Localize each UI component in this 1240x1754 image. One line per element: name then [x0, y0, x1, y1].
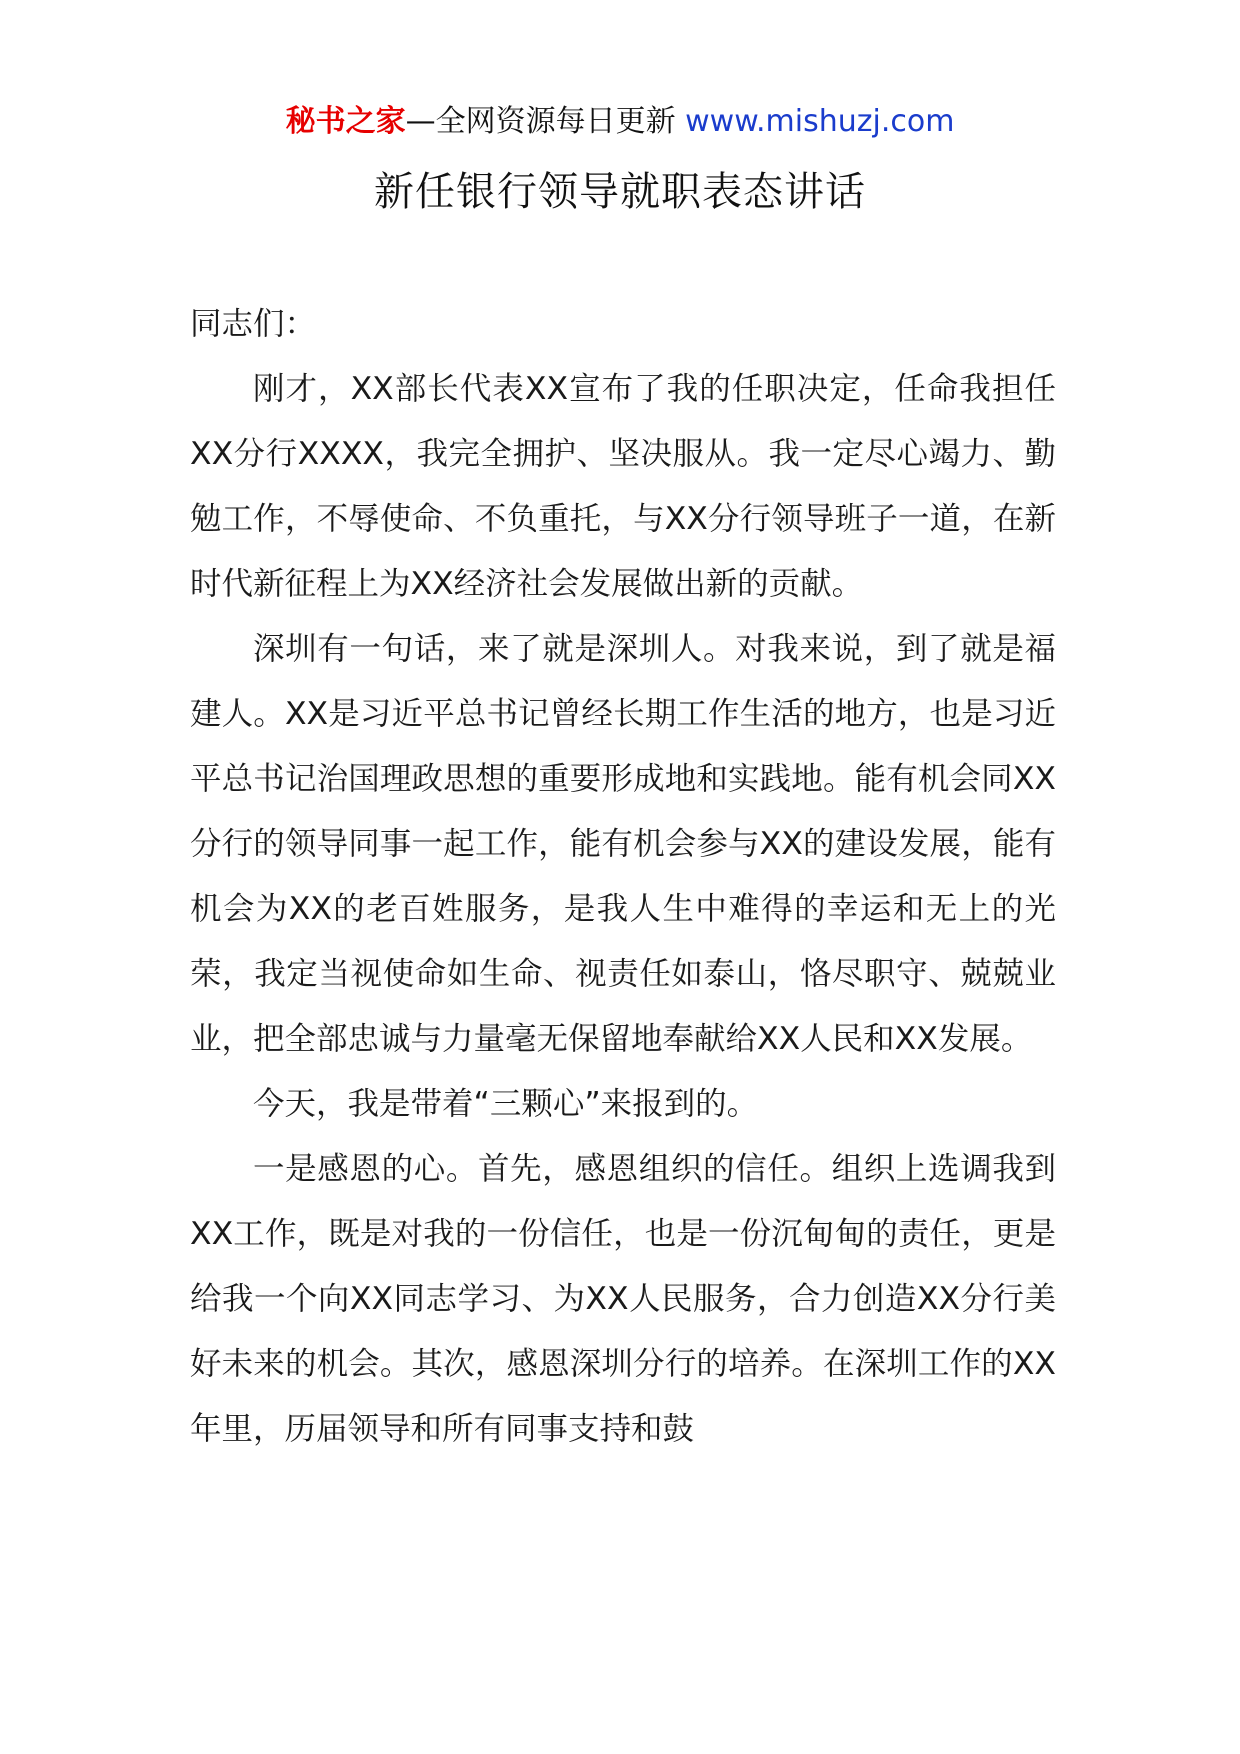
paragraph: 一是感恩的心。首先，感恩组织的信任。组织上选调我到XX工作，既是对我的一份信任，也是一份沉甸甸的责任，更是给我一个向XX同志学习、为XX人民服务，合力创造XX分行美好未来的机会。其次，感恩深圳分行的培养。在深圳工作的XX年里，历届领导和所有同事支持和鼓 [190, 1151, 1056, 1447]
salutation: 同志们： [190, 306, 317, 342]
paragraph: 今天，我是带着“三颗心”来报到的。 [253, 1086, 759, 1122]
brand-name: 秘书之家 [285, 104, 406, 139]
site-banner [0, 100, 1240, 144]
paragraph: 刚才，XX部长代表XX宣布了我的任职决定，任命我担任XX分行XXXX，我完全拥护、坚决服从。我一定尽心竭力、勤勉工作，不辱使命、不负重托，与XX分行领导班子一道，在新时代新征程上为XX经济社会发展做出新的贡献。 [190, 371, 1056, 602]
document-title: 新任银行领导就职表态讲话 [374, 169, 866, 215]
banner-tagline: —全网资源每日更新 [405, 104, 686, 139]
document-body [190, 292, 1056, 1462]
site-url[interactable]: www.mishuzj.com [685, 104, 955, 139]
paragraph: 深圳有一句话，来了就是深圳人。对我来说，到了就是福建人。XX是习近平总书记曾经长期工作生活的地方，也是习近平总书记治国理政思想的重要形成地和实践地。能有机会同XX分行的领导同事一起工作，能有机会参与XX的建设发展，能有机会为XX的老百姓服务，是我人生中难得的幸运和无上的光荣，我定当视使命如生命、视责任如泰山，恪尽职守、兢兢业业，把全部忠诚与力量毫无保留地奉献给XX人民和XX发展。 [190, 631, 1056, 1057]
